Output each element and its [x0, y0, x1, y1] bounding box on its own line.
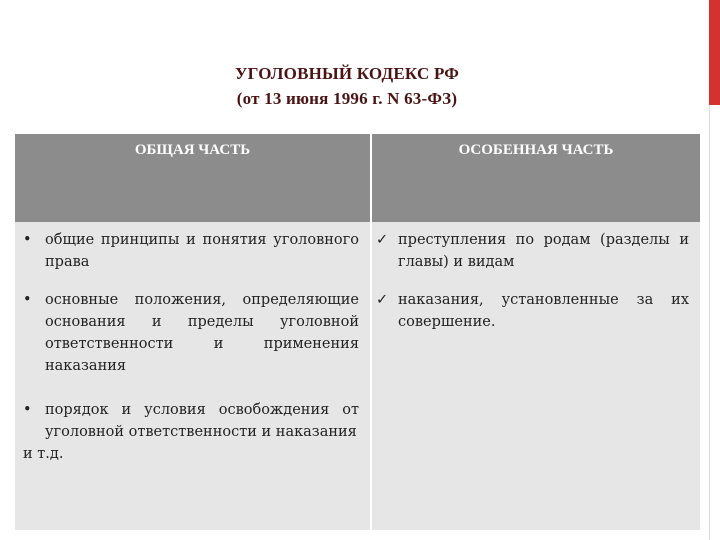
- list-item-text: общие принципы и понятия уголовного права: [45, 232, 359, 270]
- list-item-text: порядок и условия освобождения от уголовной ответственности и наказания: [45, 402, 359, 440]
- checkmark-icon: ✓: [376, 232, 389, 248]
- list-item-text: преступления по родам (разделы и главы) и видам: [398, 232, 689, 270]
- accent-bar: [705, 0, 720, 540]
- special-part-column: [376, 229, 689, 333]
- list-item: [23, 289, 359, 377]
- bullet-icon: •: [23, 402, 32, 418]
- list-item: [23, 399, 359, 443]
- list-item-text: основные положения, определяющие основания и пределы уголовной ответственности и применения наказания: [45, 292, 359, 374]
- general-part-column: [23, 229, 359, 465]
- bullet-icon: •: [23, 292, 32, 308]
- list-item: [376, 229, 689, 273]
- header-general-part: ОБЩАЯ ЧАСТЬ: [15, 134, 370, 222]
- checkmark-icon: ✓: [376, 292, 389, 308]
- bullet-icon: •: [23, 232, 32, 248]
- comparison-table: [15, 134, 700, 530]
- header-special-part: ОСОБЕННАЯ ЧАСТЬ: [372, 134, 700, 222]
- accent-divider-line: [709, 105, 710, 540]
- slide-title: [160, 61, 534, 111]
- title-line-1: УГОЛОВНЫЙ КОДЕКС РФ: [234, 64, 460, 83]
- list-item: [23, 229, 359, 273]
- list-item-text: наказания, установленные за их совершение.: [398, 292, 689, 330]
- list-item: [376, 289, 689, 333]
- column-divider: [370, 134, 372, 530]
- list-tail-text: и т.д.: [23, 446, 64, 462]
- accent-red-block: [709, 0, 720, 105]
- title-line-2: (от 13 июня 1996 г. N 63-ФЗ): [236, 89, 458, 108]
